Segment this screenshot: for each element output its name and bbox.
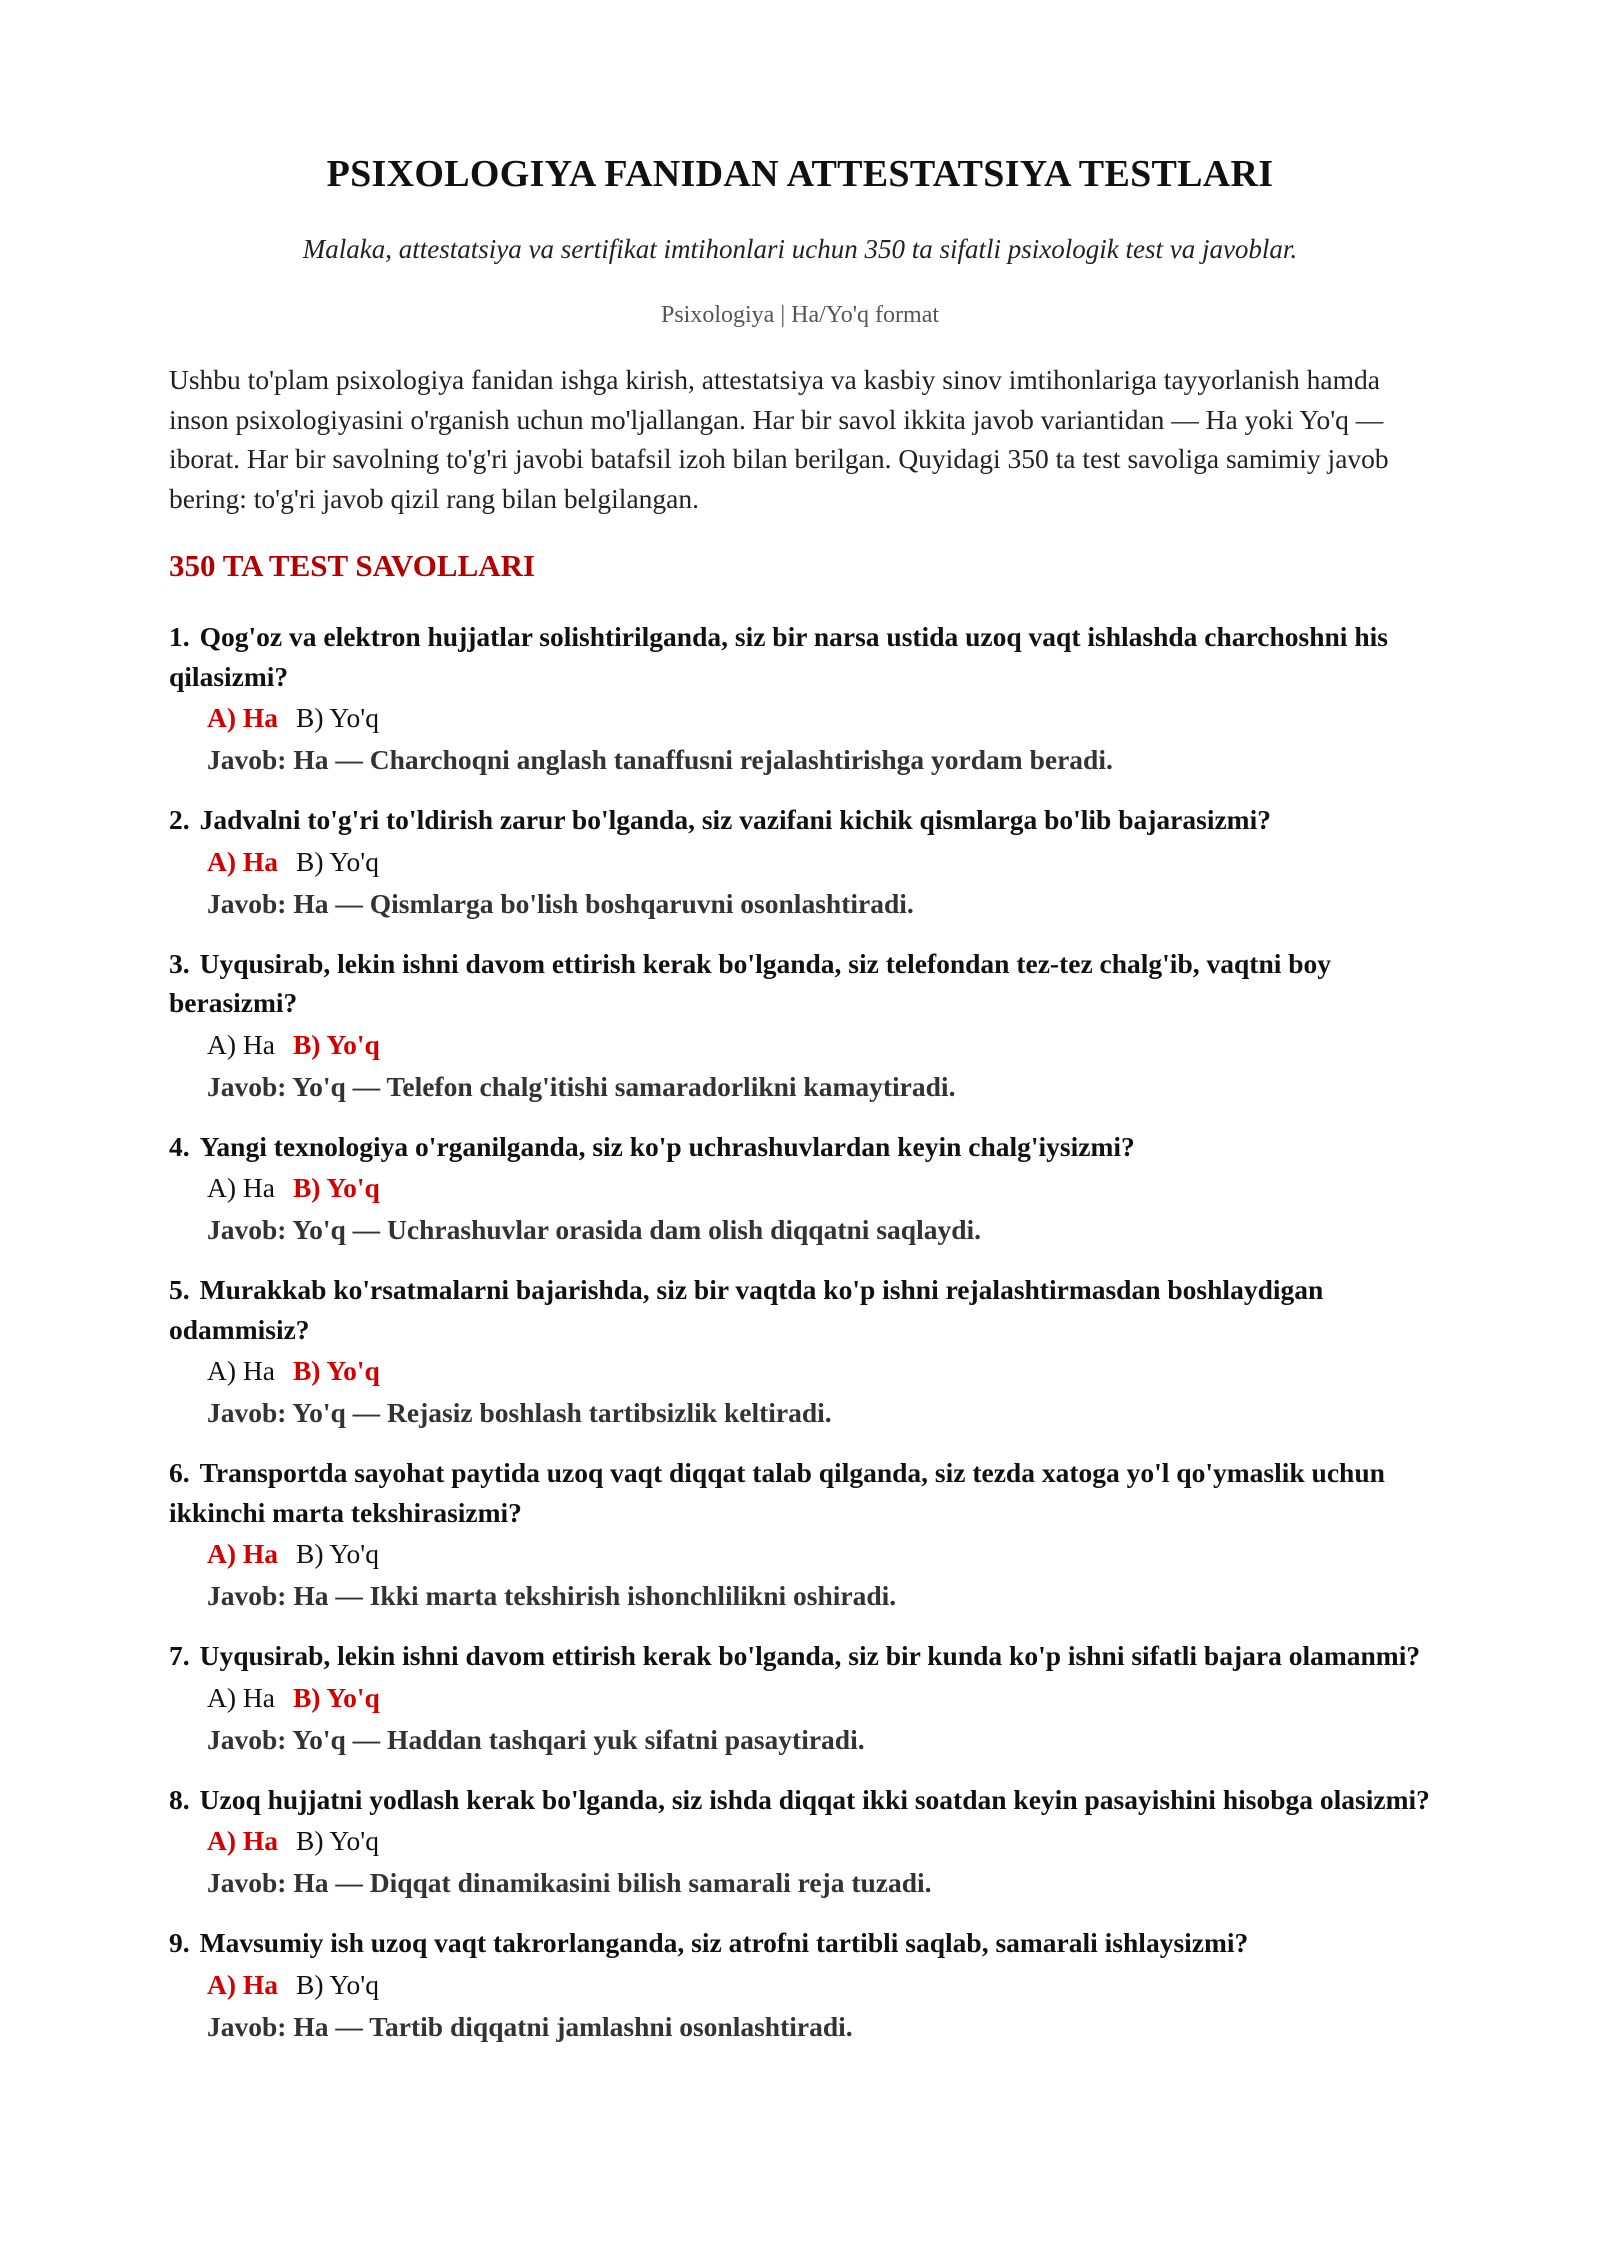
- option-a: A) Ha: [207, 845, 279, 877]
- question-text: [169, 1923, 1431, 1963]
- section-heading: 350 TA TEST SAVOLLARI: [169, 548, 536, 583]
- answer-explanation: Javob: Ha — Charchoqni anglash tanaffusni rejalashtirishga yordam beradi.: [207, 744, 1113, 775]
- answer-explanation: Javob: Ha — Ikki marta tekshirish ishonchlilikni oshiradi.: [207, 1580, 897, 1611]
- options-row: [169, 696, 1431, 739]
- question-body: Qog'oz va elektron hujjatlar solishtirilganda, siz bir narsa ustida uzoq vaqt ishlashda charchoshni his qilasizmi?: [169, 621, 1388, 692]
- question-text: [169, 1453, 1431, 1532]
- question-item: [169, 617, 1431, 781]
- option-a: A) Ha: [207, 1028, 275, 1060]
- question-text: [169, 617, 1431, 696]
- question-body: Jadvalni to'g'ri to'ldirish zarur bo'lganda, siz vazifani kichik qismlarga bo'lib bajarasizmi?: [199, 804, 1271, 835]
- question-number: 5.: [169, 1274, 190, 1305]
- question-text: [169, 1270, 1431, 1349]
- answer-explanation: Javob: Yo'q — Telefon chalg'itishi samaradorlikni kamaytiradi.: [207, 1070, 956, 1102]
- option-b: B) Yo'q: [296, 1538, 379, 1569]
- option-b: B) Yo'q: [296, 1968, 379, 2000]
- question-number: 4.: [169, 1130, 190, 1162]
- options-row: [169, 1166, 1431, 1209]
- question-body: Murakkab ko'rsatmalarni bajarishda, siz bir vaqtda ko'p ishni rejalashtirmasdan boshlaydigan odammisiz?: [169, 1274, 1324, 1345]
- question-item: [169, 1270, 1431, 1434]
- answer-explanation: Javob: Ha — Diqqat dinamikasini bilish samarali reja tuzadi.: [207, 1867, 932, 1898]
- option-a: A) Ha: [207, 1355, 275, 1386]
- document-meta: Psixologiya | Ha/Yo'q format: [660, 302, 940, 328]
- option-b: B) Yo'q: [296, 1825, 379, 1856]
- question-text: [169, 944, 1431, 1023]
- options-row: [169, 1819, 1431, 1862]
- answer-explanation: Javob: Yo'q — Haddan tashqari yuk sifatni pasaytiradi.: [207, 1723, 865, 1755]
- question-number: 2.: [169, 804, 190, 835]
- question-body: Transportda sayohat paytida uzoq vaqt diqqat talab qilganda, siz tezda xatoga yo'l qo'ymaslik uchun ikkinchi marta tekshirasizmi?: [169, 1457, 1385, 1528]
- question-body: Uyqusirab, lekin ishni davom ettirish kerak bo'lganda, siz bir kunda ko'p ishni sifatli bajara olamanmi?: [199, 1640, 1421, 1671]
- option-b: B) Yo'q: [292, 1355, 380, 1386]
- option-b: B) Yo'q: [296, 845, 379, 877]
- question-number: 8.: [169, 1783, 190, 1815]
- option-b: B) Yo'q: [292, 1172, 380, 1203]
- question-number: 9.: [169, 1927, 190, 1958]
- option-a: A) Ha: [207, 1825, 279, 1856]
- answer-explanation: Javob: Yo'q — Rejasiz boshlash tartibsizlik keltiradi.: [207, 1397, 832, 1428]
- question-text: [169, 800, 1431, 840]
- question-item: [169, 1127, 1431, 1252]
- question-number: 3.: [169, 947, 190, 979]
- question-number: 7.: [169, 1640, 190, 1671]
- page-title: PSIXOLOGIYA FANIDAN ATTESTATSIYA TESTLARI: [326, 153, 1274, 195]
- answer-explanation: Javob: Ha — Tartib diqqatni jamlashni osonlashtiradi.: [207, 2010, 853, 2042]
- options-row: [169, 1963, 1431, 2006]
- question-item: [169, 800, 1431, 925]
- question-number: 1.: [169, 621, 190, 652]
- options-row: [169, 1676, 1431, 1719]
- question-body: Yangi texnologiya o'rganilganda, siz ko'p uchrashuvlardan keyin chalg'iysizmi?: [199, 1130, 1135, 1162]
- answer-explanation: Javob: Ha — Qismlarga bo'lish boshqaruvni osonlashtiradi.: [207, 887, 914, 919]
- options-row: [169, 1349, 1431, 1392]
- question-body: Uzoq hujjatni yodlash kerak bo'lganda, siz ishda diqqat ikki soatdan keyin pasayishini hisobga olasizmi?: [199, 1783, 1430, 1815]
- intro-paragraph: Ushbu to'plam psixologiya fanidan ishga kirish, attestatsiya va kasbiy sinov imtihonlariga tayyorlanish hamda inson psixologiyasini o'rganish uchun mo'ljallangan. Har bir savol ikkita javob variantidan — Ha yoki Yo'q — iborat. Har bir savolning to'g'ri javobi batafsil izoh bilan berilgan. Quyidagi 350 ta test savoliga samimiy javob bering: to'g'ri javob qizil rang bilan belgilangan.: [169, 364, 1389, 514]
- option-a: A) Ha: [207, 1968, 279, 2000]
- question-number: 6.: [169, 1457, 190, 1488]
- page-subtitle: Malaka, attestatsiya va sertifikat imtihonlari uchun 350 ta sifatli psixologik test va javoblar.: [302, 234, 1298, 264]
- question-text: [169, 1636, 1431, 1676]
- options-row: [169, 1532, 1431, 1575]
- options-row: [169, 840, 1431, 883]
- option-b: B) Yo'q: [292, 1028, 380, 1060]
- question-item: [169, 1453, 1431, 1617]
- option-b: B) Yo'q: [292, 1681, 380, 1713]
- question-body: Mavsumiy ish uzoq vaqt takrorlanganda, siz atrofni tartibli saqlab, samarali ishlaysizmi?: [199, 1927, 1249, 1958]
- options-row: [169, 1023, 1431, 1066]
- option-a: A) Ha: [207, 1538, 279, 1569]
- question-body: Uyqusirab, lekin ishni davom ettirish kerak bo'lganda, siz telefondan tez-tez chalg'ib, vaqtni boy berasizmi?: [169, 947, 1332, 1018]
- answer-explanation: Javob: Yo'q — Uchrashuvlar orasida dam olish diqqatni saqlaydi.: [207, 1214, 982, 1245]
- option-b: B) Yo'q: [296, 702, 379, 733]
- question-item: [169, 1780, 1431, 1905]
- question-text: [169, 1127, 1431, 1167]
- option-a: A) Ha: [207, 1681, 275, 1713]
- question-list: [169, 617, 1431, 2067]
- question-item: [169, 1923, 1431, 2048]
- question-text: [169, 1780, 1431, 1820]
- question-item: [169, 1636, 1431, 1761]
- question-item: [169, 944, 1431, 1108]
- option-a: A) Ha: [207, 1172, 275, 1203]
- option-a: A) Ha: [207, 702, 279, 733]
